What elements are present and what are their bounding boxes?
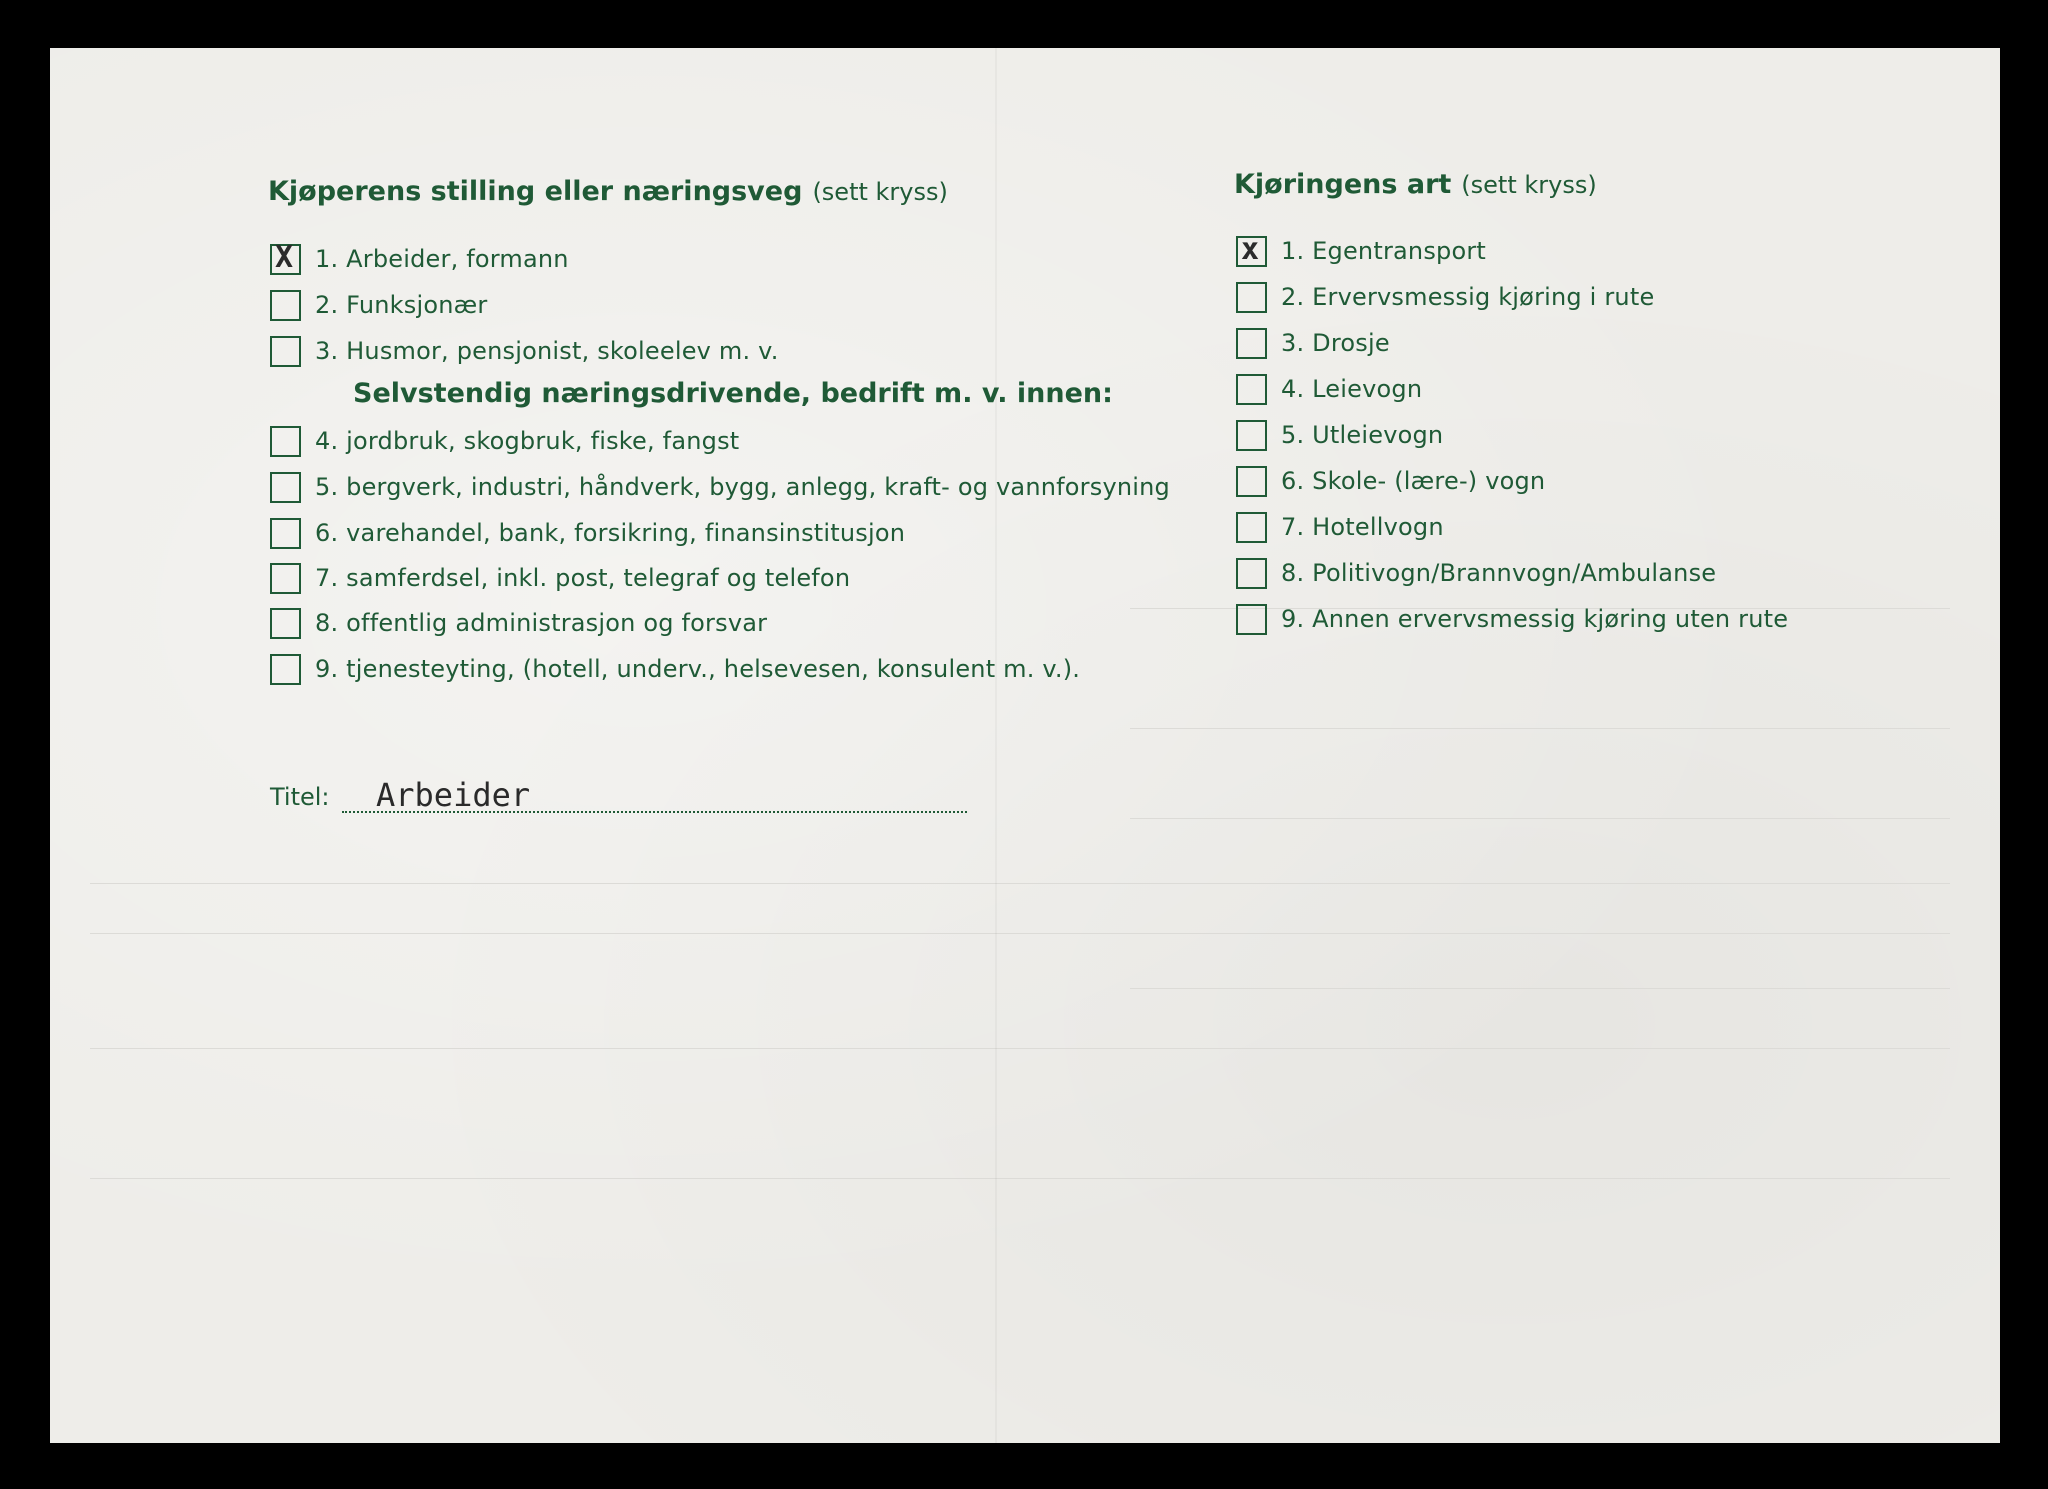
buyer-section-hint: (sett kryss) <box>812 178 948 206</box>
driving-option-5[interactable] <box>1236 418 1443 452</box>
checkbox[interactable] <box>1236 231 1267 267</box>
driving-option-4[interactable] <box>1236 372 1422 406</box>
buyer-option-8[interactable] <box>270 606 767 640</box>
titel-input[interactable]: Arbeider <box>376 776 531 814</box>
form-sheet <box>50 48 2000 1443</box>
option-label: 4. Leievogn <box>1281 375 1423 403</box>
checkbox[interactable] <box>1236 558 1267 589</box>
driving-option-1[interactable] <box>1236 231 1487 268</box>
checkbox[interactable] <box>270 239 301 275</box>
checkbox[interactable] <box>270 654 301 685</box>
driving-option-8[interactable] <box>1236 556 1716 590</box>
option-label: 2. Funksjonær <box>315 291 488 319</box>
option-label: 8. offentlig administrasjon og forsvar <box>315 609 768 637</box>
driving-option-9[interactable] <box>1236 602 1788 636</box>
driving-option-7[interactable] <box>1236 510 1444 544</box>
checkbox[interactable] <box>270 563 301 594</box>
option-label: 3. Husmor, pensjonist, skoleelev m. v. <box>315 337 779 365</box>
buyer-option-5[interactable] <box>270 470 1170 504</box>
option-label: 7. Hotellvogn <box>1281 513 1444 541</box>
driving-option-6[interactable] <box>1236 464 1545 498</box>
driving-option-2[interactable] <box>1236 280 1654 314</box>
self-employed-subheading: Selvstendig næringsdrivende, bedrift m. v. innen: <box>353 378 1113 409</box>
checkbox[interactable] <box>1236 512 1267 543</box>
buyer-option-7[interactable] <box>270 561 850 595</box>
check-mark: X <box>275 239 294 275</box>
option-label: 4. jordbruk, skogbruk, fiske, fangst <box>315 427 740 455</box>
option-label: 3. Drosje <box>1281 329 1390 357</box>
buyer-option-2[interactable] <box>270 288 487 322</box>
checkbox[interactable] <box>1236 420 1267 451</box>
buyer-option-9[interactable] <box>270 652 1080 686</box>
buyer-option-3[interactable] <box>270 334 779 368</box>
driving-option-3[interactable] <box>1236 326 1390 360</box>
buyer-option-6[interactable] <box>270 516 905 550</box>
buyer-section-title-text: Kjøperens stilling eller næringsveg <box>268 176 803 207</box>
checkbox[interactable] <box>1236 374 1267 405</box>
checkbox[interactable] <box>270 336 301 367</box>
checkbox[interactable] <box>1236 604 1267 635</box>
option-label: 9. tjenesteyting, (hotell, underv., helsevesen, konsulent m. v.). <box>315 655 1081 683</box>
checkbox[interactable] <box>270 518 301 549</box>
driving-section-title <box>1234 169 1597 200</box>
option-label: 6. varehandel, bank, forsikring, finansinstitusjon <box>315 519 906 547</box>
checkbox[interactable] <box>270 426 301 457</box>
option-label: 2. Ervervsmessig kjøring i rute <box>1281 283 1655 311</box>
paper-fold <box>995 48 997 1443</box>
driving-section-hint: (sett kryss) <box>1461 171 1597 199</box>
option-label: 7. samferdsel, inkl. post, telegraf og telefon <box>315 564 851 592</box>
titel-label: Titel: <box>270 783 330 811</box>
checkbox[interactable] <box>1236 328 1267 359</box>
buyer-section-title <box>268 176 948 207</box>
buyer-option-4[interactable] <box>270 424 739 458</box>
check-mark: x <box>1241 231 1260 267</box>
option-label: 1. Egentransport <box>1281 237 1487 265</box>
option-label: 5. Utleievogn <box>1281 421 1444 449</box>
driving-section-title-text: Kjøringens art <box>1234 169 1452 200</box>
option-label: 5. bergverk, industri, håndverk, bygg, anlegg, kraft- og vannforsyning <box>315 473 1170 501</box>
option-label: 6. Skole- (lære-) vogn <box>1281 467 1546 495</box>
checkbox[interactable] <box>270 608 301 639</box>
option-label: 8. Politivogn/Brannvogn/Ambulanse <box>1281 559 1717 587</box>
option-label: 1. Arbeider, formann <box>315 245 569 273</box>
checkbox[interactable] <box>270 290 301 321</box>
checkbox[interactable] <box>1236 466 1267 497</box>
option-label: 9. Annen ervervsmessig kjøring uten rute <box>1281 605 1789 633</box>
checkbox[interactable] <box>270 472 301 503</box>
checkbox[interactable] <box>1236 282 1267 313</box>
buyer-option-1[interactable] <box>270 239 569 276</box>
